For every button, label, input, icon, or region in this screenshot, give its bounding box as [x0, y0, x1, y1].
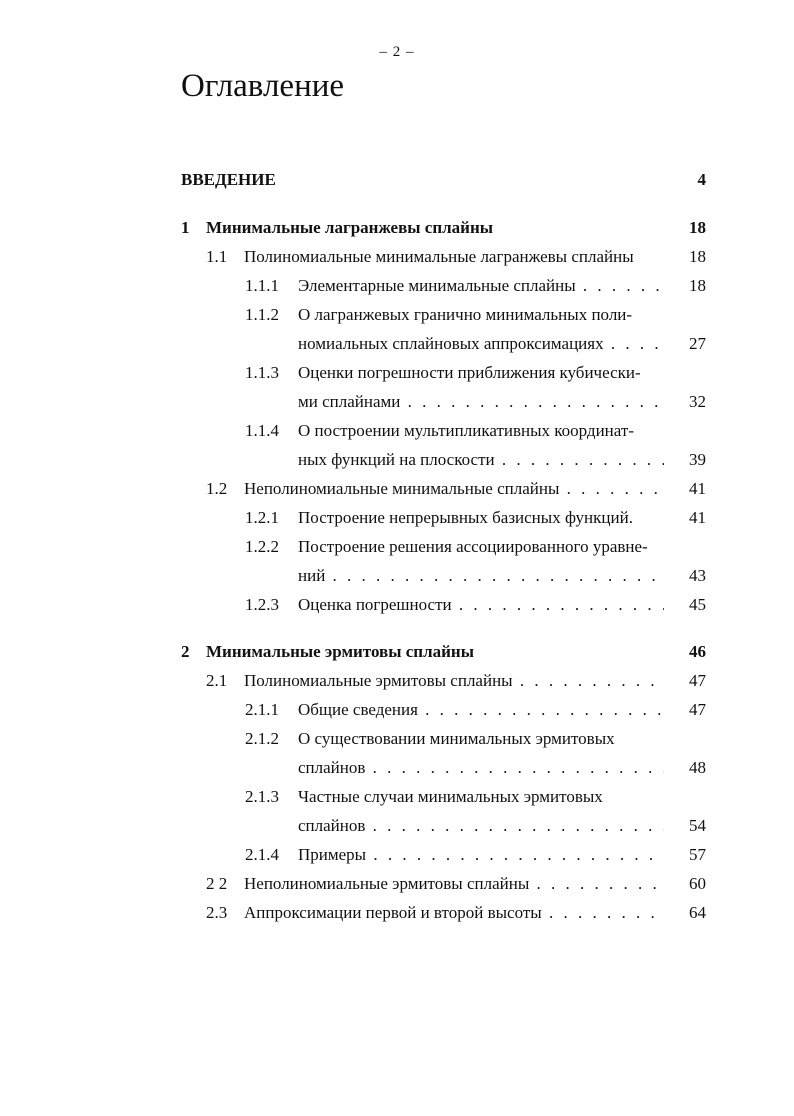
- toc-entry-2-1-3-cont[interactable]: [0, 814, 794, 838]
- toc-entry-2-2[interactable]: [0, 872, 794, 896]
- toc-entry-chapter-2[interactable]: [0, 640, 794, 664]
- entry-title-line1: Оценки погрешности приближения кубически-: [298, 363, 641, 382]
- toc-entry-introduction[interactable]: [0, 168, 794, 192]
- entry-title-line1: Построение решения ассоциированного уравне-: [298, 537, 648, 556]
- entry-title: Неполиномиальные минимальные сплайны . . .: [244, 477, 664, 501]
- toc-entry-2-1-1[interactable]: [0, 698, 794, 722]
- entry-page: 48: [689, 758, 706, 777]
- entry-title-line2: ми сплайнами . . .: [298, 390, 664, 414]
- entry-page: 27: [689, 334, 706, 353]
- entry-number: 2: [181, 642, 190, 661]
- toc-entry-1-1-1[interactable]: [0, 274, 794, 298]
- entry-number: 1.1: [206, 247, 228, 266]
- entry-number: 1.2: [206, 479, 228, 498]
- toc-entry-1-1-4-cont[interactable]: [0, 448, 794, 472]
- toc-entry-2-1-2-cont[interactable]: [0, 756, 794, 780]
- entry-page: 54: [689, 816, 706, 835]
- entry-title: Примеры . . .: [298, 843, 664, 867]
- entry-number: 2 2: [206, 874, 228, 893]
- entry-page: 46: [689, 642, 706, 661]
- entry-number: 1.1.4: [245, 421, 279, 440]
- entry-page: 47: [689, 671, 706, 690]
- toc-entry-2-3[interactable]: [0, 901, 794, 925]
- entry-title-line2: ных функций на плоскости . . .: [298, 448, 664, 472]
- page-number: – 2 –: [379, 44, 415, 60]
- entry-title: Полиномиальные эрмитовы сплайны . . .: [244, 669, 664, 693]
- toc-entry-2-1[interactable]: [0, 669, 794, 693]
- entry-title-line2: номиальных сплайновых аппроксимациях . . .: [298, 332, 664, 356]
- toc-entry-1-1-2-cont[interactable]: [0, 332, 794, 356]
- entry-title-line2: ний . . .: [298, 564, 664, 588]
- entry-page: 18: [689, 247, 706, 266]
- entry-page: 32: [689, 392, 706, 411]
- entry-number: 1.2.2: [245, 537, 279, 556]
- entry-number: 2.1.1: [245, 700, 279, 719]
- entry-number: 1.1.2: [245, 305, 279, 324]
- entry-number: 1.1.3: [245, 363, 279, 382]
- toc-entry-1-1-2[interactable]: [0, 303, 794, 327]
- entry-page: 41: [689, 479, 706, 498]
- entry-page: 57: [689, 845, 706, 864]
- entry-page: 18: [689, 276, 706, 295]
- entry-page: 64: [689, 903, 706, 922]
- entry-title: Минимальные лагранжевы сплайны: [206, 218, 494, 237]
- entry-number: 2.1: [206, 671, 228, 690]
- entry-page: 41: [689, 508, 706, 527]
- entry-title-line1: О лагранжевых гранично минимальных поли-: [298, 305, 633, 324]
- entry-number: 2.1.4: [245, 845, 279, 864]
- entry-page: 60: [689, 874, 706, 893]
- toc-entry-1-1-3-cont[interactable]: [0, 390, 794, 414]
- entry-number: 1: [181, 218, 190, 237]
- entry-page: 43: [689, 566, 706, 585]
- entry-title: Минимальные эрмитовы сплайны: [206, 642, 474, 661]
- toc-entry-1-1[interactable]: [0, 245, 794, 269]
- entry-number: 2.3: [206, 903, 228, 922]
- toc-entry-2-1-3[interactable]: [0, 785, 794, 809]
- entry-page: 4: [697, 170, 706, 189]
- entry-title-line1: О существовании минимальных эрмитовых: [298, 729, 615, 748]
- toc-title: Оглавление: [181, 68, 345, 104]
- entry-title: ВВЕДЕНИЕ: [181, 170, 276, 189]
- entry-number: 1.2.1: [245, 508, 279, 527]
- entry-title: Неполиномиальные эрмитовы сплайны . . .: [244, 872, 664, 896]
- toc-entry-2-1-4[interactable]: [0, 843, 794, 867]
- toc-entry-1-2-2-cont[interactable]: [0, 564, 794, 588]
- toc-entry-2-1-2[interactable]: [0, 727, 794, 751]
- entry-number: 2.1.2: [245, 729, 279, 748]
- entry-number: 2.1.3: [245, 787, 279, 806]
- toc-entry-1-1-4[interactable]: [0, 419, 794, 443]
- toc-entry-1-2[interactable]: [0, 477, 794, 501]
- entry-title: Аппроксимации первой и второй высоты . . .: [244, 901, 664, 925]
- entry-title: Элементарные минимальные сплайны . . .: [298, 274, 664, 298]
- toc-entry-1-2-1[interactable]: [0, 506, 794, 530]
- entry-title-line1: О построении мультипликативных координат-: [298, 421, 634, 440]
- entry-title-line1: Частные случаи минимальных эрмитовых: [298, 787, 603, 806]
- entry-page: 39: [689, 450, 706, 469]
- entry-number: 1.1.1: [245, 276, 279, 295]
- toc-entry-chapter-1[interactable]: [0, 216, 794, 240]
- entry-title: Полиномиальные минимальные лагранжевы сплайны: [244, 247, 634, 266]
- toc-entry-1-2-3[interactable]: [0, 593, 794, 617]
- entry-title: Общие сведения . . .: [298, 698, 664, 722]
- entry-title: Оценка погрешности . . .: [298, 593, 664, 617]
- entry-number: 1.2.3: [245, 595, 279, 614]
- entry-page: 18: [689, 218, 706, 237]
- entry-page: 47: [689, 700, 706, 719]
- entry-page: 45: [689, 595, 706, 614]
- entry-title-line2: сплайнов . . .: [298, 814, 664, 838]
- toc-entry-1-2-2[interactable]: [0, 535, 794, 559]
- toc-entry-1-1-3[interactable]: [0, 361, 794, 385]
- entry-title: Построение непрерывных базисных функций.: [298, 508, 633, 527]
- entry-title-line2: сплайнов . . .: [298, 756, 664, 780]
